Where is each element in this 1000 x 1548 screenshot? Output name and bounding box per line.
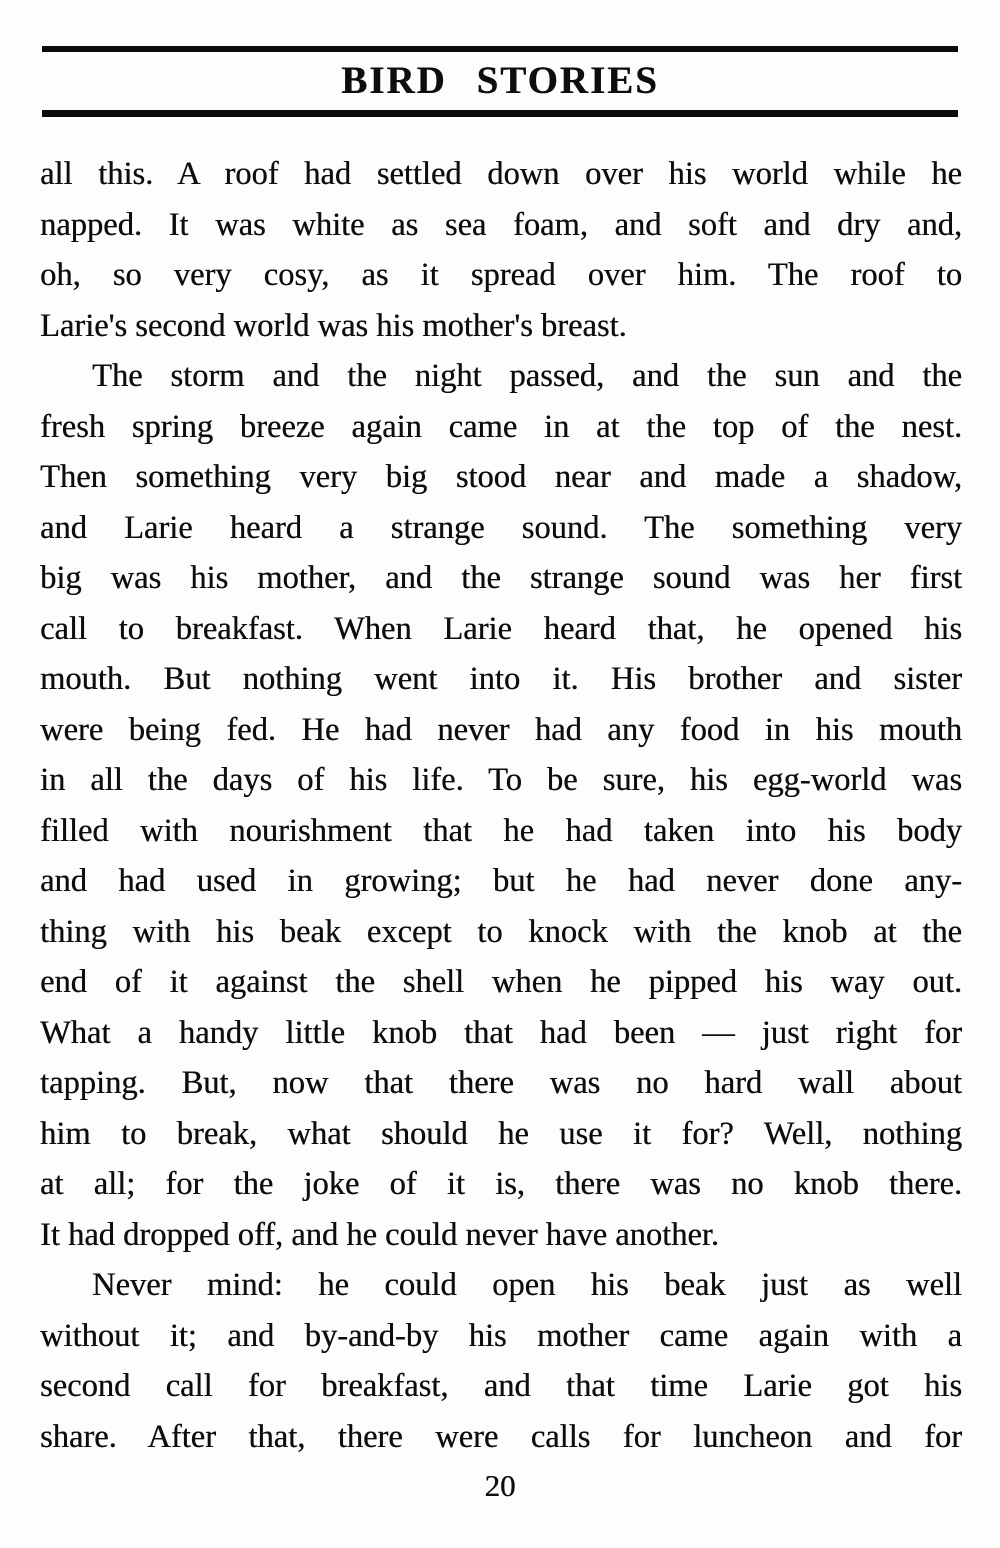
body-text xyxy=(40,149,962,1462)
text-line: were being fed. He had never had any food in his mouth xyxy=(40,711,962,748)
text-line: and Larie heard a strange sound. The something very xyxy=(40,509,962,546)
page-title: BIRD STORIES xyxy=(341,59,659,102)
text-line: at all; for the joke of it is, there was no knob there. xyxy=(40,1166,962,1202)
text-line: fresh spring breeze again came in at the top of the nest. xyxy=(40,408,962,445)
text-line: end of it against the shell when he pipped his way out. xyxy=(40,964,962,1000)
text-line: The storm and the night passed, and the sun and the xyxy=(92,358,962,394)
text-line: and had used in growing; but he had never done any- xyxy=(40,863,962,899)
text-line: Then something very big stood near and made a shadow, xyxy=(40,459,962,495)
text-line: oh, so very cosy, as it spread over him. The roof to xyxy=(40,257,962,293)
page-number: 20 xyxy=(484,1468,516,1503)
text-line: big was his mother, and the strange sound was her first xyxy=(40,560,962,596)
text-line: second call for breakfast, and that time Larie got his xyxy=(40,1368,962,1404)
text-line: Never mind: he could open his beak just as well xyxy=(92,1267,962,1303)
text-line: call to breakfast. When Larie heard that, he opened his xyxy=(40,610,962,647)
text-line: It had dropped off, and he could never have another. xyxy=(40,1216,719,1253)
text-line: in all the days of his life. To be sure, his egg-world was xyxy=(40,762,962,798)
header-rule-bottom xyxy=(42,110,958,117)
text-line: tapping. But, now that there was no hard wall about xyxy=(40,1065,962,1101)
text-line: What a handy little knob that had been — just right for xyxy=(40,1014,962,1051)
text-line: mouth. But nothing went into it. His brother and sister xyxy=(40,661,962,697)
text-line: napped. It was white as sea foam, and soft and dry and, xyxy=(40,206,962,243)
text-line: filled with nourishment that he had taken into his body xyxy=(40,812,962,849)
text-line: share. After that, there were calls for luncheon and for xyxy=(40,1418,962,1455)
text-line: him to break, what should he use it for? Well, nothing xyxy=(40,1115,962,1152)
text-line: all this. A roof had settled down over his world while he xyxy=(40,156,962,192)
text-line: thing with his beak except to knock with the knob at the xyxy=(40,913,962,950)
text-line: Larie's second world was his mother's breast. xyxy=(40,307,627,344)
text-line: without it; and by-and-by his mother came again with a xyxy=(40,1317,962,1354)
